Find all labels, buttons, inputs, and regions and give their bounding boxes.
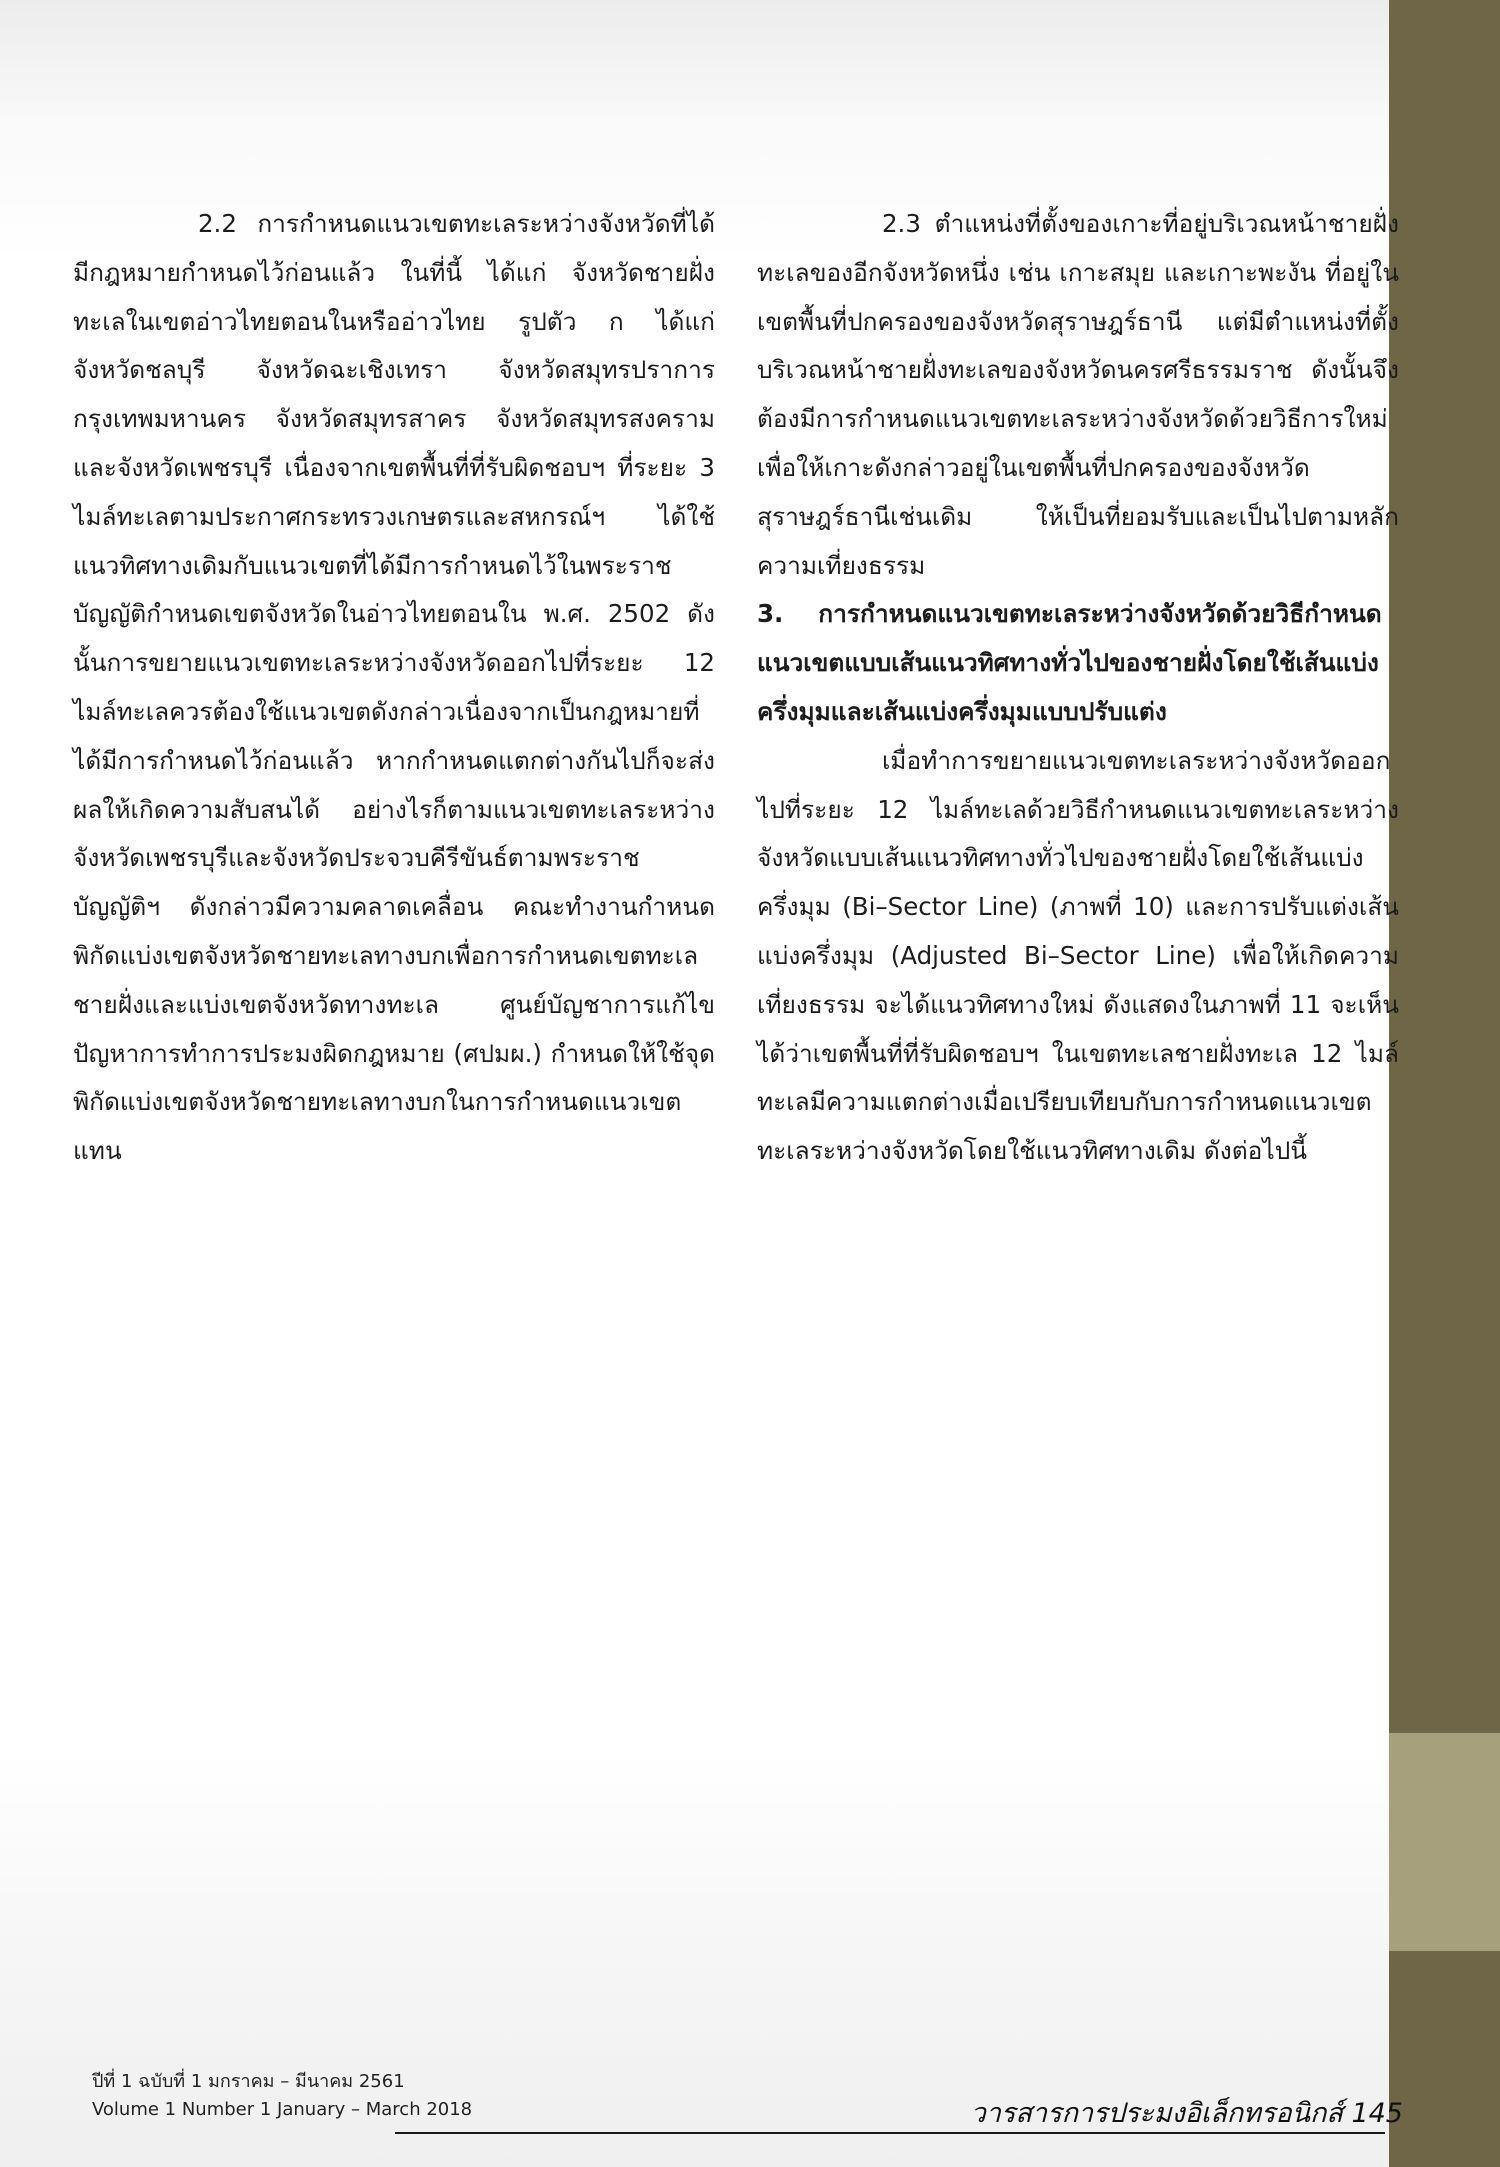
side-strip-top-band <box>1389 0 1500 1733</box>
footer-issue-info <box>92 2068 472 2124</box>
footer-rule <box>395 2132 1385 2134</box>
section-3-paragraph: เมื่อทำการขยายแนวเขตทะเลระหว่างจังหวัดออกไปที่ระยะ 12 ไมล์ทะเลด้วยวิธีกำหนดแนวเขตทะเลระหว่างจังหวัดแบบเส้นแนวทิศทางทั่วไปของชายฝั่งโดยใช้เส้นแบ่งครึ่งมุม (Bi–Sector Line) (ภาพที่ 10) และการปรับแต่งเส้นแบ่งครึ่งมุม (Adjusted Bi–Sector Line) เพื่อให้เกิดความ เที่ยงธรรม จะได้แนวทิศทางใหม่ ดังแสดงในภาพที่ 11 จะเห็นได้ว่าเขตพื้นที่ที่รับผิดชอบฯ ในเขตทะเลชายฝั่งทะเล 12 ไมล์ทะเลมีความแตกต่างเมื่อเปรียบเทียบกับการกำหนดแนวเขตทะเลระหว่างจังหวัดโดยใช้แนวทิศทางเดิม ดังต่อไปนี้ <box>757 745 1399 1166</box>
footer-issue-thai: ปีที่ 1 ฉบับที่ 1 มกราคม – มีนาคม 2561 <box>92 2071 405 2092</box>
section-2-2-paragraph: 2.2 การกำหนดแนวเขตทะเลระหว่างจังหวัดที่ได้มีกฎหมายกำหนดไว้ก่อนแล้ว ในที่นี้ ได้แก่ จังหวัดชายฝั่งทะเลในเขตอ่าวไทยตอนในหรืออ่าวไทย รูปตัว ก ได้แก่ จังหวัดชลบุรี จังหวัดฉะเชิงเทรา จังหวัดสมุทรปราการ กรุงเทพมหานคร จังหวัดสมุทรสาคร จังหวัดสมุทรสงคราม และจังหวัดเพชรบุรี เนื่องจากเขตพื้นที่ที่รับผิดชอบฯ ที่ระยะ 3 ไมล์ทะเลตามประกาศกระทรวงเกษตรและสหกรณ์ฯ ได้ใช้แนวทิศทางเดิมกับแนวเขตที่ได้มีการกำหนดไว้ในพระราชบัญญัติกำหนดเขตจังหวัดในอ่าวไทยตอนใน พ.ศ. 2502 ดังนั้นการขยายแนวเขตทะเลระหว่างจังหวัดออกไปที่ระยะ 12 ไมล์ทะเลควรต้องใช้แนวเขตดังกล่าวเนื่องจากเป็นกฎหมายที่ได้มีการกำหนดไว้ก่อนแล้ว หากกำหนดแตกต่างกันไปก็จะส่งผลให้เกิดความสับสนได้ อย่างไรก็ตามแนวเขตทะเลระหว่างจังหวัดเพชรบุรีและจังหวัดประจวบคีรีขันธ์ตามพระราชบัญญัติฯ ดังกล่าวมีความคลาดเคลื่อน คณะทำงานกำหนดพิกัดแบ่งเขตจังหวัดชายทะเลทางบกเพื่อการกำหนดเขตทะเลชายฝั่งและแบ่งเขตจังหวัดทางทะเล ศูนย์บัญชาการแก้ไขปัญหาการทำการประมงผิดกฎหมาย (ศปมผ.) กำหนดให้ใช้จุดพิกัดแบ่งเขตจังหวัดชายทะเลทางบกในการกำหนดแนวเขตแทน <box>73 209 715 1166</box>
page-number: 145 <box>1351 2098 1403 2129</box>
side-strip-bottom-band <box>1389 1951 1500 2167</box>
section-3-heading-text: การกำหนดแนวเขตทะเลระหว่างจังหวัดด้วยวิธีกำหนดแนวเขตแบบเส้นแนวทิศทางทั่วไปของชายฝั่งโดยใช้เส้นแบ่งครึ่งมุมและเส้นแบ่งครึ่งมุมแบบปรับแต่ง <box>757 599 1382 726</box>
section-3-heading-number: 3. <box>757 599 784 629</box>
journal-name: วารสารการประมงอิเล็กทรอนิกส์ <box>970 2098 1343 2129</box>
footer-issue-english: Volume 1 Number 1 January – March 2018 <box>92 2099 473 2120</box>
section-3-heading <box>757 590 1399 736</box>
right-text-column <box>757 200 1399 1176</box>
decorative-side-strip <box>1389 0 1500 2167</box>
left-text-column <box>73 200 715 1176</box>
section-2-3-paragraph: 2.3 ตำแหน่งที่ตั้งของเกาะที่อยู่บริเวณหน้าชายฝั่งทะเลของอีกจังหวัดหนึ่ง เช่น เกาะสมุย และเกาะพะงัน ที่อยู่ในเขตพื้นที่ปกครองของจังหวัดสุราษฎร์ธานี แต่มีตำแหน่งที่ตั้งบริเวณหน้าชายฝั่งทะเลของจังหวัดนครศรีธรรมราช ดังนั้นจึงต้องมีการกำหนดแนวเขตทะเลระหว่างจังหวัดด้วยวิธีการใหม่เพื่อให้เกาะดังกล่าวอยู่ในเขตพื้นที่ปกครองของจังหวัดสุราษฎร์ธานีเช่นเดิม ให้เป็นที่ยอมรับและเป็นไปตามหลักความเที่ยงธรรม <box>757 209 1399 580</box>
side-strip-middle-band <box>1389 1733 1500 1951</box>
footer-journal-title <box>971 2097 1403 2131</box>
